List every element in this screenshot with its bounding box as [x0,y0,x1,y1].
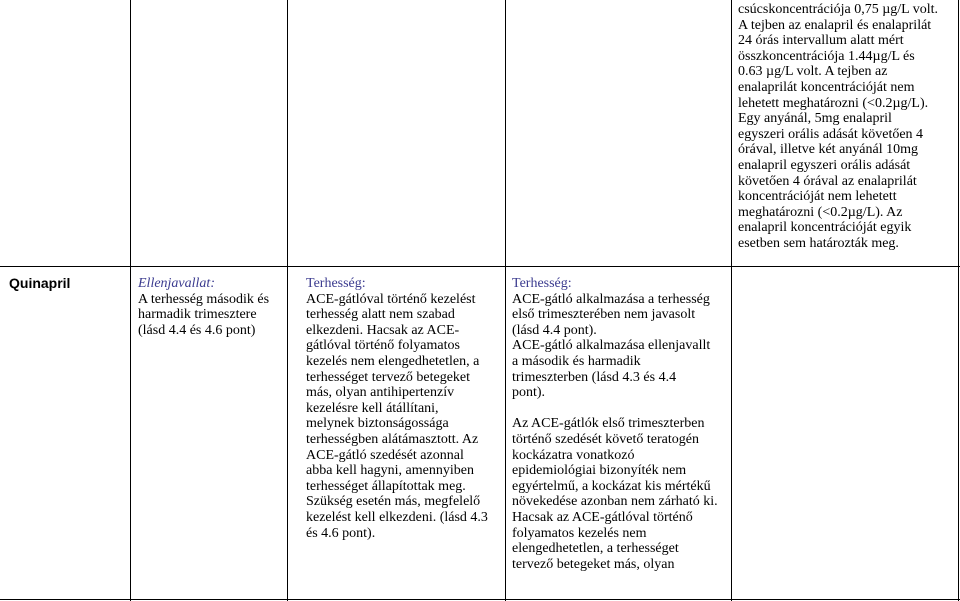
contraindication-line: A terhesség második és [138,291,270,307]
text-line: első trimeszterében nem javasolt [512,307,696,323]
drug-name [9,276,70,292]
text-line: elkezdeni. Hacsak az ACE- [306,322,460,338]
contraindication-line: harmadik trimesztere [138,307,257,323]
contraindication-label: Ellenjavallat: [138,276,215,291]
pregnancy-cell-col4 [512,276,730,572]
text-line: Hacsak az ACE-gátlóval történő [512,509,693,525]
text-line: ACE-gátló alkalmazása a terhesség [512,291,710,307]
text-line: 24 órás intervallum alatt mért [738,33,904,49]
column-divider-2 [287,0,288,601]
text-line: Az ACE-gátlók első trimeszterben [512,416,705,432]
text-line: enalapril egyszeri orális adását [738,157,911,173]
contraindication-cell [138,276,283,338]
text-line: kockázatra vonatkozó [512,447,635,463]
column-divider-4 [731,0,732,601]
text-line: tervező betegeket más, olyan [512,556,675,572]
text-line: ACE-gátlóval történő kezelést [306,291,476,307]
row-separator [0,266,960,267]
text-line: terhességet tervező betegeket [306,369,471,385]
text-line: történő szedését követő teratogén [512,431,699,447]
text-line: növekedése azonban nem zárható ki. [512,494,718,510]
text-line: (lásd 4.4 pont). [512,322,597,338]
text-line: epidemiológiai bizonyíték nem [512,463,687,479]
text-line: terhesség alatt nem szabad [306,307,455,323]
text-line: terhességben alátámasztott. Az [306,431,479,447]
text-line: folyamatos kezelés nem [512,525,647,541]
text-line: ACE-gátló szedését azonnal [306,447,464,463]
column-divider-1 [130,0,131,601]
drug-name-text: Quinapril [9,275,71,291]
text-line: trimeszterben (lásd 4.3 és 4.4 [512,369,677,385]
text-line: csúcskoncentrációja 0,75 µg/L volt. [738,2,938,17]
text-line: lehetett meghatározni (<0.2µg/L). [738,95,929,111]
text-line: 0.63 µg/L volt. A tejben az [738,64,888,80]
text-line: kezelés nem elengedhetetlen, a [306,353,480,369]
column-divider-3 [505,0,506,601]
text-line: órával, illetve két anyánál 10mg [738,142,918,158]
text-line: melynek biztonságossága [306,416,449,432]
text-line: pont). [512,385,546,401]
lactation-cell-col5 [738,2,958,252]
text-line: enalaprilát koncentrációját nem [738,79,915,95]
text-line: és 4.6 pont). [306,525,376,541]
column-divider-right [958,0,959,601]
text-line: Egy anyánál, 5mg enalapril [738,111,892,127]
text-line: kezelést kell elkezdeni. (lásd 4.3 [306,509,488,525]
pregnancy-label-col4: Terhesség: [512,276,572,291]
text-line: abba kell hagyni, amennyiben [306,463,474,479]
text-line: ACE-gátló alkalmazása ellenjavallt [512,338,711,354]
text-line: összkoncentrációja 1.44µg/L és [738,48,915,64]
text-line: gátlóval történő folyamatos [306,338,460,354]
paragraph-gap [512,401,730,417]
text-line: követően 4 órával az enalaprilát [738,173,917,189]
pregnancy-cell-col3 [306,276,502,541]
text-line: elengedhetetlen, a terhességet [512,541,679,557]
text-line: A tejben az enalapril és enalaprilát [738,17,932,33]
text-line: terhességet állapítottak meg. [306,478,466,494]
table-bottom-border [0,599,960,600]
text-line: esetben sem határozták meg. [738,235,899,251]
text-line: a második és harmadik [512,353,641,369]
text-line: koncentrációját nem lehetett [738,189,897,205]
text-line: kezelésre kell átállítani, [306,400,439,416]
pregnancy-label-col3: Terhesség: [306,276,366,291]
text-line: Szükség esetén más, megfelelő [306,494,481,510]
contraindication-line: (lásd 4.4 és 4.6 pont) [138,322,256,338]
text-line: egyértelmű, a kockázat kis mértékű [512,478,711,494]
text-line: más, olyan antihipertenzív [306,385,455,401]
text-line: egyszeri orális adását követően 4 [738,126,924,142]
text-line: meghatározni (<0.2µg/L). Az [738,204,903,220]
text-line: enalapril koncentrációját egyik [738,220,912,236]
